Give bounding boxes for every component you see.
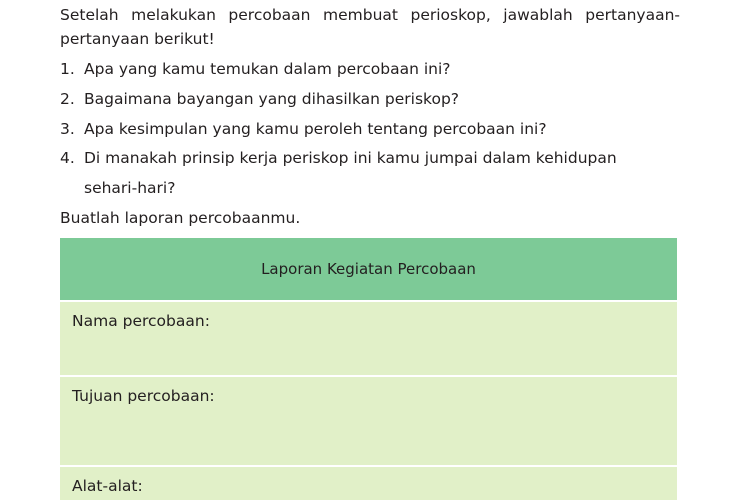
question-number: 2. <box>60 90 75 108</box>
report-row-label: Nama percobaan: <box>72 312 210 330</box>
report-title: Laporan Kegiatan Percobaan <box>261 260 476 278</box>
question-text: Bagaimana bayangan yang dihasilkan periskop? <box>84 90 460 108</box>
question-number: 1. <box>60 60 75 78</box>
question-4 <box>60 146 617 170</box>
question-text: Di manakah prinsip kerja periskop ini kamu jumpai dalam kehidupan <box>84 149 617 167</box>
instruction-paragraph: Setelah melakukan percobaan membuat perioskop, jawablah pertanyaan-pertanyaan berikut! <box>60 6 680 48</box>
question-text: Apa yang kamu temukan dalam percobaan ini? <box>84 60 451 78</box>
report-instruction: Buatlah laporan percobaanmu. <box>60 209 301 227</box>
question-number: 4. <box>60 149 75 167</box>
question-number: 3. <box>60 120 75 138</box>
report-table-header <box>60 238 677 300</box>
report-row-label: Alat-alat: <box>72 477 143 495</box>
question-text: Apa kesimpulan yang kamu peroleh tentang percobaan ini? <box>84 120 547 138</box>
question-2 <box>60 87 459 111</box>
report-table <box>60 238 677 500</box>
question-3 <box>60 117 547 141</box>
question-1 <box>60 57 451 81</box>
report-row-label: Tujuan percobaan: <box>72 387 215 405</box>
report-row-nama-percobaan <box>60 302 677 375</box>
question-4-continuation: sehari-hari? <box>84 179 176 197</box>
report-row-alat-alat <box>60 467 677 500</box>
report-row-tujuan-percobaan <box>60 377 677 465</box>
